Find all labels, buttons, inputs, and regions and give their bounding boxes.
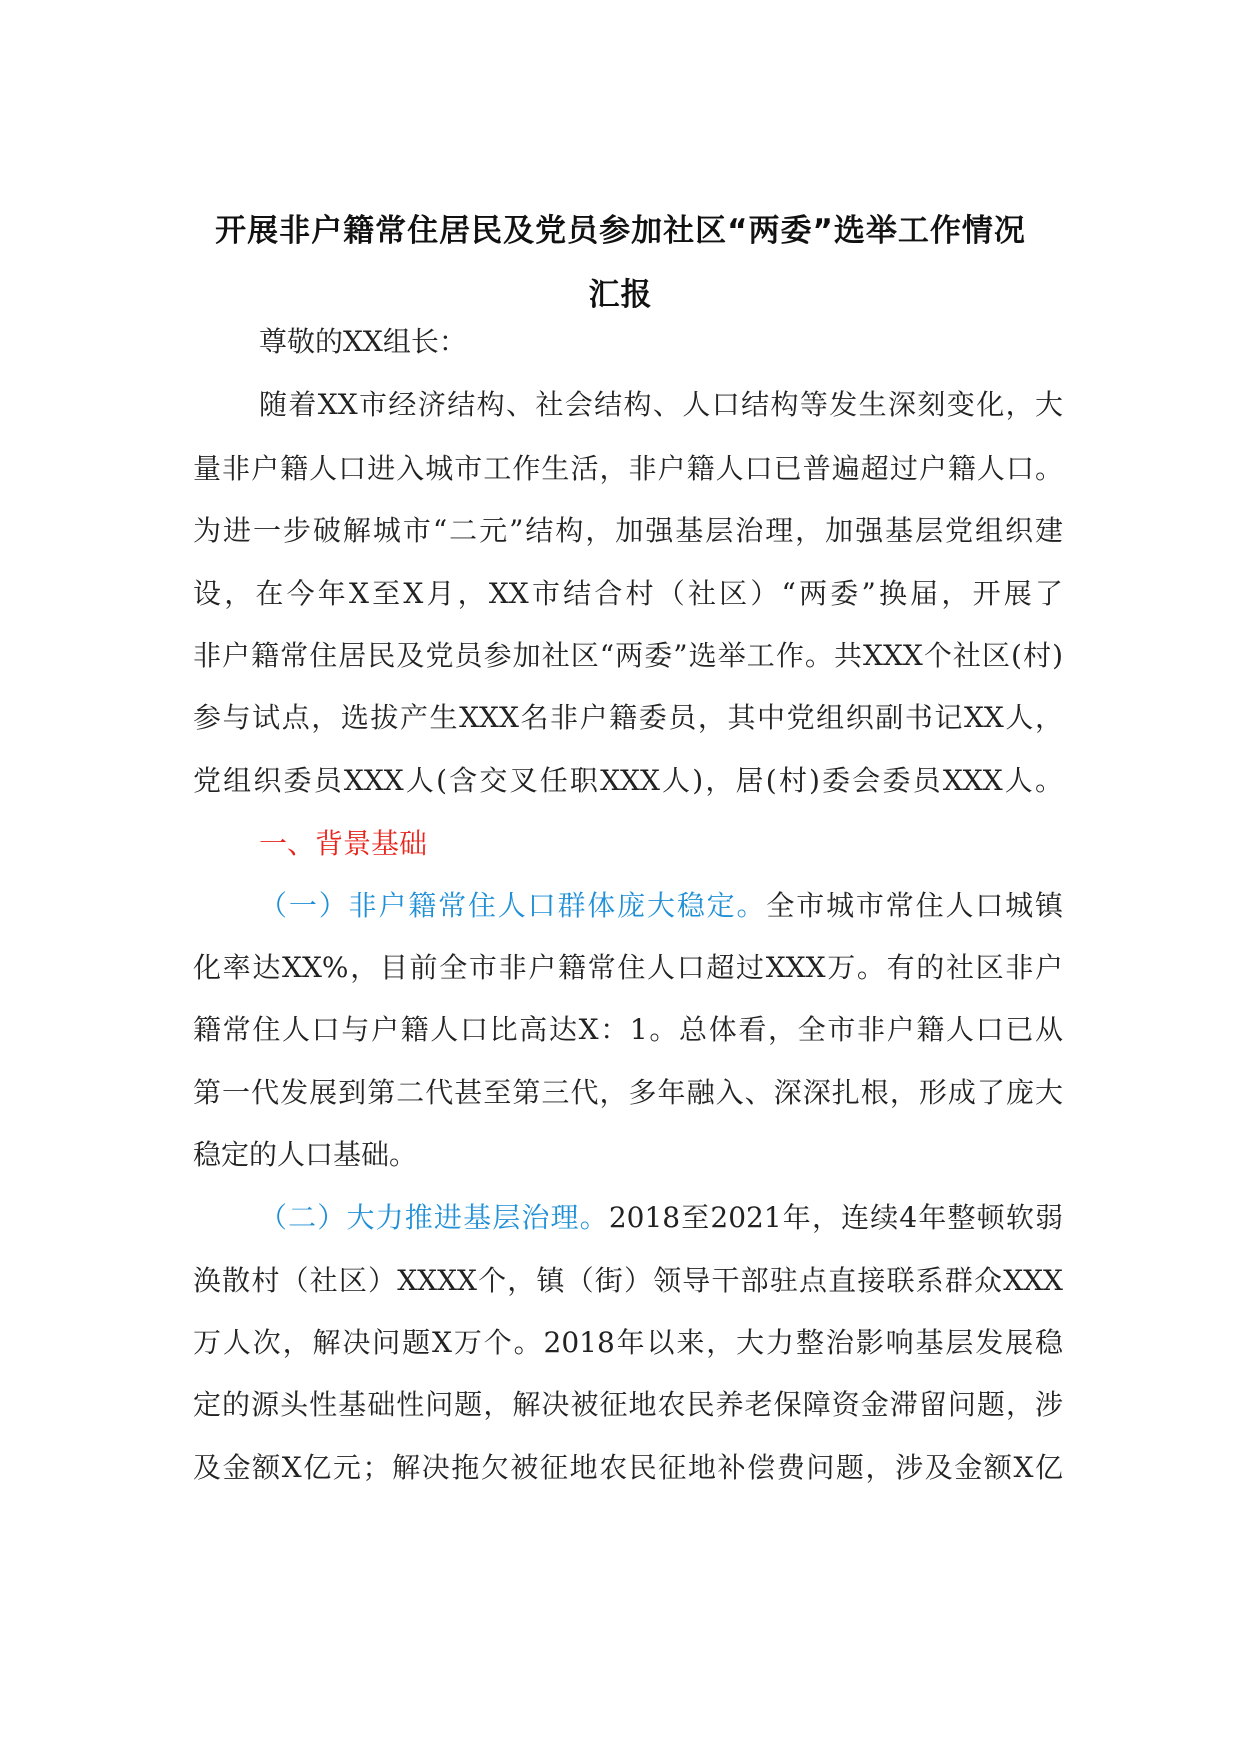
intro-line: 为进一步破解城市“二元”结构，加强基层治理，加强基层党组织建 xyxy=(193,514,1063,547)
intro-line: 随着XX市经济结构、社会结构、人口结构等发生深刻变化，大 xyxy=(259,388,1063,421)
item-1-line: 籍常住人口与户籍人口比高达X：1。总体看，全市非户籍人口已从 xyxy=(193,1013,1063,1046)
item-1-line: 稳定的人口基础。 xyxy=(193,1138,418,1171)
intro-line: 设，在今年X至X月，XX市结合村（社区）“两委”换届，开展了 xyxy=(193,577,1063,610)
item-2-first-text: 2018至2021年，连续4年整顿软弱 xyxy=(608,1201,1063,1234)
item-1-line: 化率达XX%，目前全市非户籍常住人口超过XXX万。有的社区非户 xyxy=(193,951,1063,984)
intro-line: 参与试点，选拔产生XXX名非户籍委员，其中党组织副书记XX人， xyxy=(193,701,1063,734)
item-2-first-line xyxy=(259,1201,1063,1234)
item-1-line: 第一代发展到第二代甚至第三代，多年融入、深深扎根，形成了庞大 xyxy=(193,1076,1063,1109)
item-2-line: 万人次，解决问题X万个。2018年以来，大力整治影响基层发展稳 xyxy=(193,1326,1063,1359)
document-title-line-2: 汇报 xyxy=(588,277,653,313)
item-2-line: 定的源头性基础性问题，解决被征地农民养老保障资金滞留问题，涉 xyxy=(193,1388,1063,1421)
item-1-first-line xyxy=(259,889,1063,922)
intro-line: 量非户籍人口进入城市工作生活，非户籍人口已普遍超过户籍人口。 xyxy=(193,452,1063,485)
item-2-heading: （二）大力推进基层治理。 xyxy=(259,1201,609,1234)
intro-line: 党组织委员XXX人(含交叉任职XXX人)，居(村)委会委员XXX人。 xyxy=(193,764,1063,797)
section-heading: 一、背景基础 xyxy=(259,827,428,860)
item-2-line: 及金额X亿元；解决拖欠被征地农民征地补偿费问题，涉及金额X亿 xyxy=(193,1451,1063,1484)
item-1-heading: （一）非户籍常住人口群体庞大稳定。 xyxy=(259,889,767,922)
item-2-line: 涣散村（社区）XXXX个，镇（街）领导干部驻点直接联系群众XXX xyxy=(193,1264,1063,1297)
document-title-line-1: 开展非户籍常住居民及党员参加社区“两委”选举工作情况 xyxy=(215,213,1026,249)
intro-line: 非户籍常住居民及党员参加社区“两委”选举工作。共XXX个社区(村) xyxy=(193,639,1063,672)
salutation: 尊敬的XX组长： xyxy=(259,325,467,358)
item-1-first-text: 全市城市常住人口城镇 xyxy=(766,889,1063,922)
